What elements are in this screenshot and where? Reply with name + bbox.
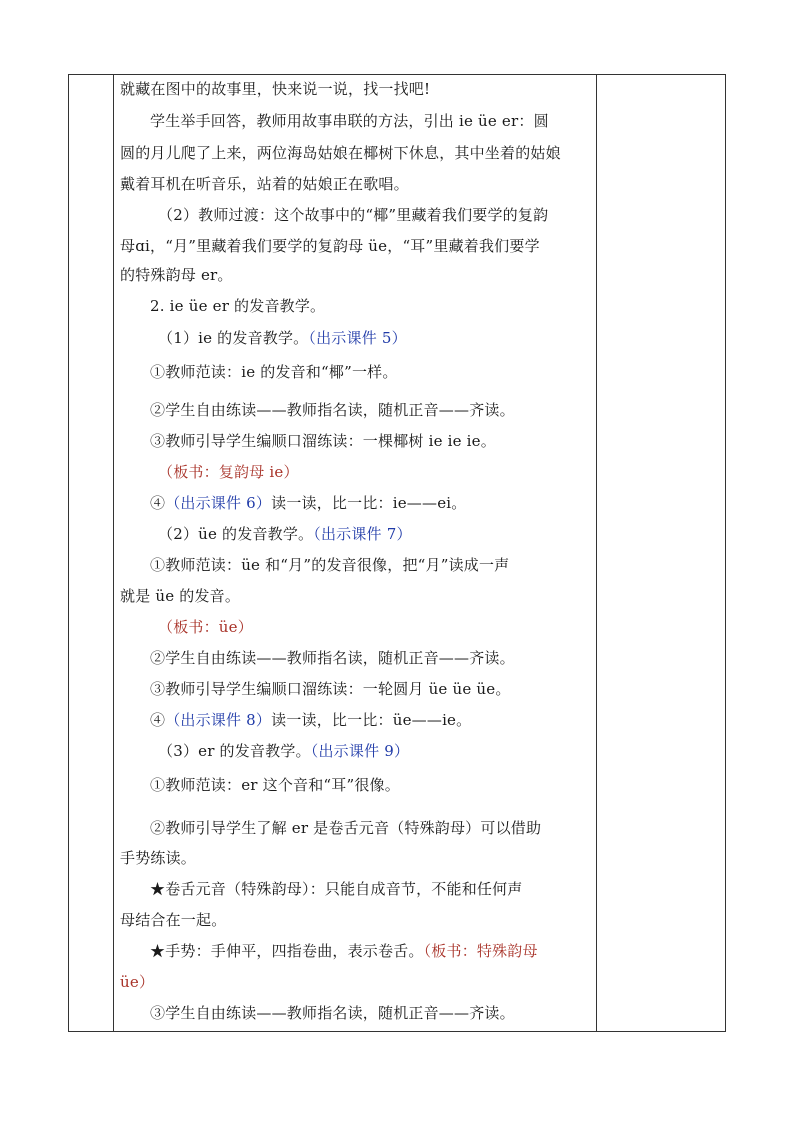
text-line: 母结合在一起。 bbox=[120, 911, 227, 929]
subsection-title: （3）er 的发音教学。 bbox=[158, 742, 311, 760]
courseware-note: （出示课件 8） bbox=[165, 711, 272, 729]
text-line: ③学生自由练读——教师指名读，随机正音——齐读。 bbox=[150, 1004, 515, 1022]
subsection-heading bbox=[158, 741, 409, 761]
text-line: ①教师范读：üe 和“月”的发音很像，把“月”读成一声 bbox=[150, 556, 510, 574]
column-divider-right bbox=[596, 75, 597, 1031]
text-line: ②学生自由练读——教师指名读，随机正音——齐读。 bbox=[150, 649, 515, 667]
text-line: ①教师范读：ie 的发音和“椰”一样。 bbox=[150, 363, 398, 381]
step-text: 读一读，比一比：ie——ei。 bbox=[271, 494, 467, 512]
subsection-heading bbox=[158, 328, 407, 348]
blackboard-note: （板书：特殊韵母 bbox=[423, 942, 538, 960]
section-heading: 2. ie üe er 的发音教学。 bbox=[150, 297, 326, 315]
courseware-note: （出示课件 6） bbox=[165, 494, 272, 512]
courseware-note: （出示课件 7） bbox=[313, 525, 412, 543]
subsection-title: （2）üe 的发音教学。 bbox=[158, 525, 314, 543]
text-line bbox=[150, 941, 538, 961]
text-line: 手势练读。 bbox=[120, 849, 197, 867]
text-line: 圆的月儿爬了上来，两位海岛姑娘在椰树下休息，其中坐着的姑娘 bbox=[120, 144, 561, 162]
step-text: 读一读，比一比：üe——ie。 bbox=[271, 711, 472, 729]
text-line: ③教师引导学生编顺口溜练读：一棵椰树 ie ie ie。 bbox=[150, 432, 496, 450]
text-line: ②学生自由练读——教师指名读，随机正音——齐读。 bbox=[150, 401, 515, 419]
text-line: 戴着耳机在听音乐，站着的姑娘正在歌唱。 bbox=[120, 175, 409, 193]
column-divider-left bbox=[113, 75, 114, 1031]
text-line: ③教师引导学生编顺口溜练读：一轮圆月 üe üe üe。 bbox=[150, 680, 511, 698]
courseware-note: （出示课件 9） bbox=[310, 742, 410, 760]
text-line bbox=[150, 493, 466, 513]
text-line: ②教师引导学生了解 er 是卷舌元音（特殊韵母）可以借助 bbox=[150, 819, 542, 837]
text-line: 母ɑi，“月”里藏着我们要学的复韵母 üe，“耳”里藏着我们要学 bbox=[120, 237, 540, 255]
blackboard-note: üe） bbox=[120, 973, 155, 991]
blackboard-note: （板书：üe） bbox=[158, 618, 253, 636]
blackboard-note: （板书：复韵母 ie） bbox=[158, 463, 299, 481]
subsection-heading bbox=[158, 524, 412, 544]
step-marker: ④ bbox=[150, 494, 166, 512]
step-text: ★手势：手伸平，四指卷曲，表示卷舌。 bbox=[150, 942, 424, 960]
text-line: ★卷舌元音（特殊韵母）：只能自成音节，不能和任何声 bbox=[150, 880, 523, 898]
text-line: ①教师范读：er 这个音和“耳”很像。 bbox=[150, 776, 400, 794]
text-line: 就是 üe 的发音。 bbox=[120, 587, 241, 605]
text-line: 的特殊韵母 er。 bbox=[120, 266, 233, 284]
step-marker: ④ bbox=[150, 711, 166, 729]
subsection-title: （1）ie 的发音教学。 bbox=[158, 329, 309, 347]
text-line bbox=[150, 710, 471, 730]
courseware-note: （出示课件 5） bbox=[308, 329, 407, 347]
text-line: （2）教师过渡：这个故事中的“椰”里藏着我们要学的复韵 bbox=[158, 206, 549, 224]
text-line: 就藏在图中的故事里，快来说一说，找一找吧! bbox=[120, 80, 431, 98]
text-line: 学生举手回答，教师用故事串联的方法，引出 ie üe er：圆 bbox=[150, 112, 549, 130]
